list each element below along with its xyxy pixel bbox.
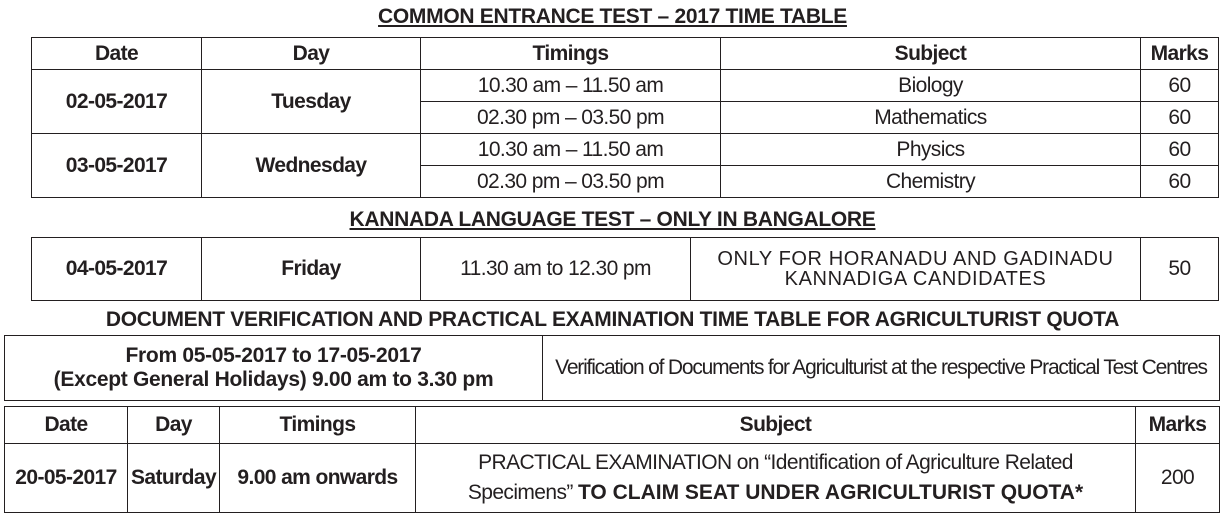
exam-marks: 60 bbox=[1141, 134, 1219, 166]
quota-note: TO CLAIM SEAT UNDER AGRICULTURIST QUOTA* bbox=[577, 481, 1084, 504]
subject-line: PRACTICAL EXAMINATION on “Identification of Agriculture Related bbox=[478, 451, 1073, 474]
header-timings: Timings bbox=[220, 407, 416, 444]
verification-description: Verification of Documents for Agriculturist at the respective Practical Test Centres bbox=[543, 336, 1220, 401]
verification-table bbox=[4, 335, 1220, 401]
header-date: Date bbox=[32, 38, 202, 70]
period-line: From 05-05-2017 to 17-05-2017 bbox=[125, 344, 422, 367]
subject-line bbox=[416, 478, 1135, 508]
header-day: Day bbox=[128, 407, 220, 444]
subject-text: Specimens” bbox=[467, 481, 578, 504]
header-subject: Subject bbox=[721, 38, 1141, 70]
exam-subject: Biology bbox=[721, 70, 1141, 102]
kannada-title: KANNADA LANGUAGE TEST – ONLY IN BANGALORE bbox=[349, 208, 876, 231]
table-row bbox=[5, 336, 1220, 401]
header-subject: Subject bbox=[416, 407, 1136, 444]
exam-marks: 60 bbox=[1141, 70, 1219, 102]
subject-line: KANNADIGA CANDIDATES bbox=[784, 268, 1047, 290]
exam-marks: 200 bbox=[1136, 444, 1220, 513]
exam-day: Saturday bbox=[128, 444, 220, 513]
table-row bbox=[32, 238, 1219, 301]
kannada-timetable bbox=[31, 237, 1219, 301]
exam-subject: Chemistry bbox=[721, 166, 1141, 198]
exam-date: 03-05-2017 bbox=[32, 134, 202, 198]
exam-marks: 60 bbox=[1141, 166, 1219, 198]
table-row bbox=[32, 70, 1219, 102]
header-date: Date bbox=[5, 407, 128, 444]
table-row bbox=[5, 444, 1220, 513]
cet-title: COMMON ENTRANCE TEST – 2017 TIME TABLE bbox=[378, 5, 847, 28]
exam-timing: 11.30 am to 12.30 pm bbox=[421, 238, 691, 301]
exam-subject bbox=[691, 238, 1141, 301]
exam-timing: 10.30 am – 11.50 am bbox=[421, 134, 721, 166]
subject-line: ONLY FOR HORANADU AND GADINADU bbox=[717, 248, 1114, 270]
header-marks: Marks bbox=[1136, 407, 1220, 444]
exam-date: 20-05-2017 bbox=[5, 444, 128, 513]
verification-title: DOCUMENT VERIFICATION AND PRACTICAL EXAMINATION TIME TABLE FOR AGRICULTURIST QUOTA bbox=[105, 308, 1120, 331]
table-row bbox=[32, 134, 1219, 166]
exam-marks: 50 bbox=[1141, 238, 1219, 301]
exam-timing: 02.30 pm – 03.50 pm bbox=[421, 102, 721, 134]
header-day: Day bbox=[202, 38, 421, 70]
exam-date: 04-05-2017 bbox=[32, 238, 202, 301]
header-marks: Marks bbox=[1141, 38, 1219, 70]
header-timings: Timings bbox=[421, 38, 721, 70]
exam-subject: Physics bbox=[721, 134, 1141, 166]
cet-timetable bbox=[31, 37, 1219, 198]
table-header-row bbox=[5, 407, 1220, 444]
exam-date: 02-05-2017 bbox=[32, 70, 202, 134]
period-line: (Except General Holidays) 9.00 am to 3.30 pm bbox=[53, 368, 494, 391]
exam-day: Friday bbox=[202, 238, 421, 301]
exam-day: Tuesday bbox=[202, 70, 421, 134]
exam-subject: Mathematics bbox=[721, 102, 1141, 134]
exam-timing: 9.00 am onwards bbox=[220, 444, 416, 513]
exam-timing: 10.30 am – 11.50 am bbox=[421, 70, 721, 102]
practical-timetable bbox=[4, 406, 1220, 513]
exam-day: Wednesday bbox=[202, 134, 421, 198]
table-header-row bbox=[32, 38, 1219, 70]
exam-subject bbox=[416, 444, 1136, 513]
exam-marks: 60 bbox=[1141, 102, 1219, 134]
verification-period bbox=[5, 336, 543, 401]
exam-timing: 02.30 pm – 03.50 pm bbox=[421, 166, 721, 198]
